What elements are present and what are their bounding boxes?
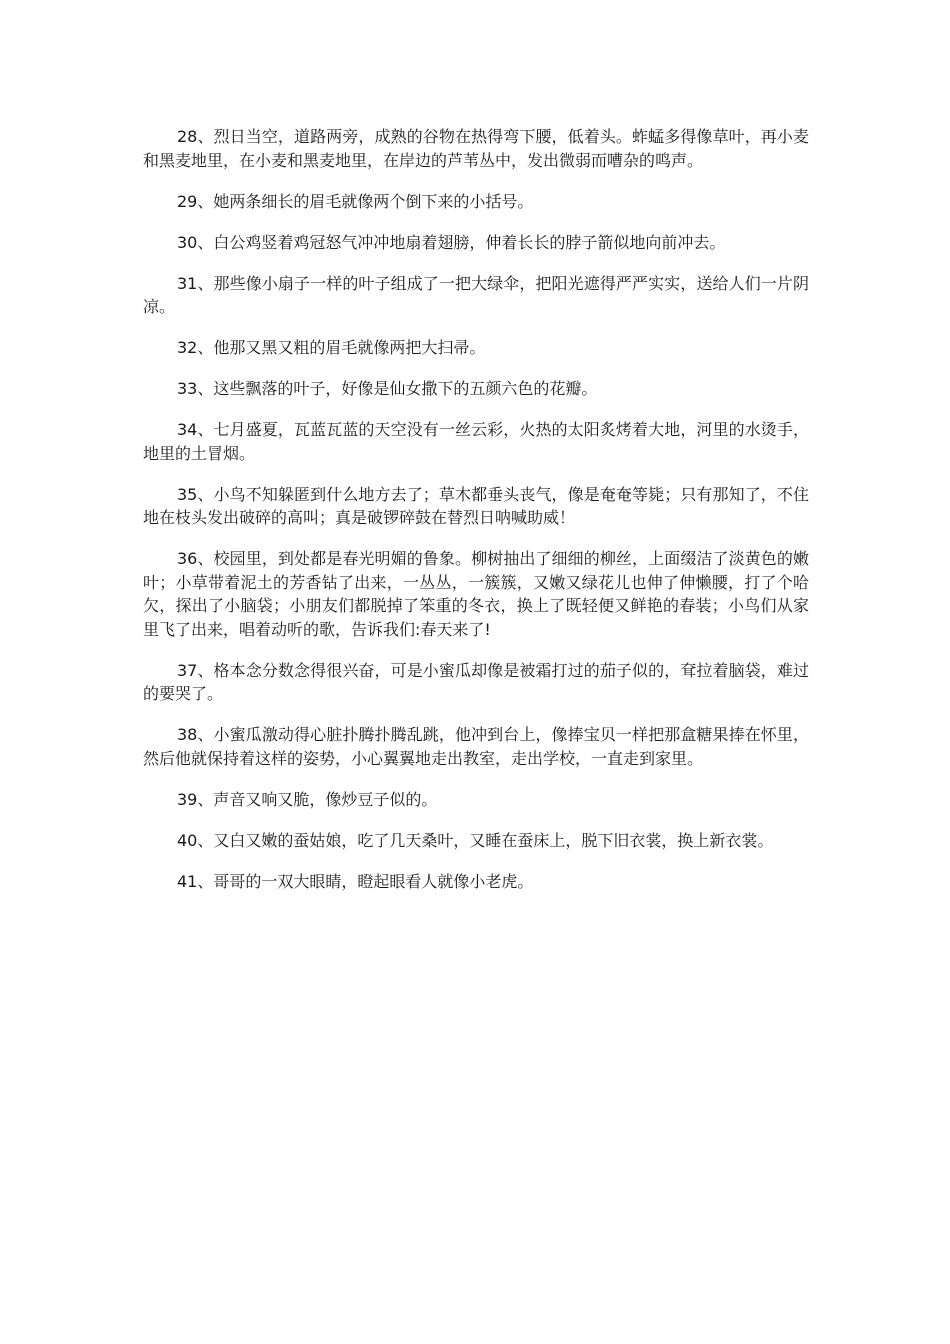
paragraph-35: 35、小鸟不知躲匿到什么地方去了；草木都垂头丧气，像是奄奄等毙；只有那知了，不住地在枝头发出破碎的高叫；真是破锣碎鼓在替烈日呐喊助威！ (143, 484, 809, 527)
paragraph-39: 39、声音又响又脆，像炒豆子似的。 (177, 789, 438, 809)
paragraph-41: 41、哥哥的一双大眼睛，瞪起眼看人就像小老虎。 (177, 871, 534, 891)
paragraph-30: 30、白公鸡竖着鸡冠怒气冲冲地扇着翅膀，伸着长长的脖子箭似地向前冲去。 (177, 232, 726, 252)
paragraph-33: 33、这些飘落的叶子，好像是仙女撒下的五颜六色的花瓣。 (177, 379, 598, 398)
paragraph-32: 32、他那又黑又粗的眉毛就像两把大扫帚。 (177, 338, 486, 357)
paragraph-28: 28、烈日当空，道路两旁，成熟的谷物在热得弯下腰，低着头。蚱蜢多得像草叶，再小麦和黑麦地里，在小麦和黑麦地里，在岸边的芦苇丛中，发出微弱而嘈杂的鸣声。 (143, 127, 809, 170)
paragraph-38: 38、小蜜瓜激动得心脏扑腾扑腾乱跳，他冲到台上，像捧宝贝一样把那盒糖果捧在怀里，然后他就保持着这样的姿势，小心翼翼地走出教室，走出学校，一直走到家里。 (143, 725, 809, 768)
paragraph-31: 31、那些像小扇子一样的叶子组成了一把大绿伞，把阳光遮得严严实实，送给人们一片阴凉。 (143, 273, 809, 316)
paragraph-29: 29、她两条细长的眉毛就像两个倒下来的小括号。 (177, 191, 534, 211)
paragraph-36: 36、校园里，到处都是春光明媚的鲁象。柳树抽出了细细的柳丝，上面缀洁了淡黄色的嫩叶；小草带着泥土的芳香钻了出来，一丛丛，一簇簇，又嫩又绿花儿也伸了伸懒腰，打了个哈欠，探出了小脑袋；小朋友们都脱掉了笨重的冬衣，换上了既轻便又鲜艳的春装；小鸟们从家里飞了出来，唱着动听的歌，告诉我们:春天来了! (143, 549, 809, 639)
document-body (143, 125, 809, 911)
paragraph-37: 37、格本念分数念得很兴奋，可是小蜜瓜却像是被霜打过的茄子似的，耷拉着脑袋，难过的要哭了。 (143, 660, 809, 703)
paragraph-40: 40、又白又嫩的蚕姑娘，吃了几天桑叶，又睡在蚕床上，脱下旧衣裳，换上新衣裳。 (177, 830, 774, 850)
paragraph-34: 34、七月盛夏，瓦蓝瓦蓝的天空没有一丝云彩，火热的太阳炙烤着大地，河里的水烫手，地里的土冒烟。 (143, 420, 809, 463)
